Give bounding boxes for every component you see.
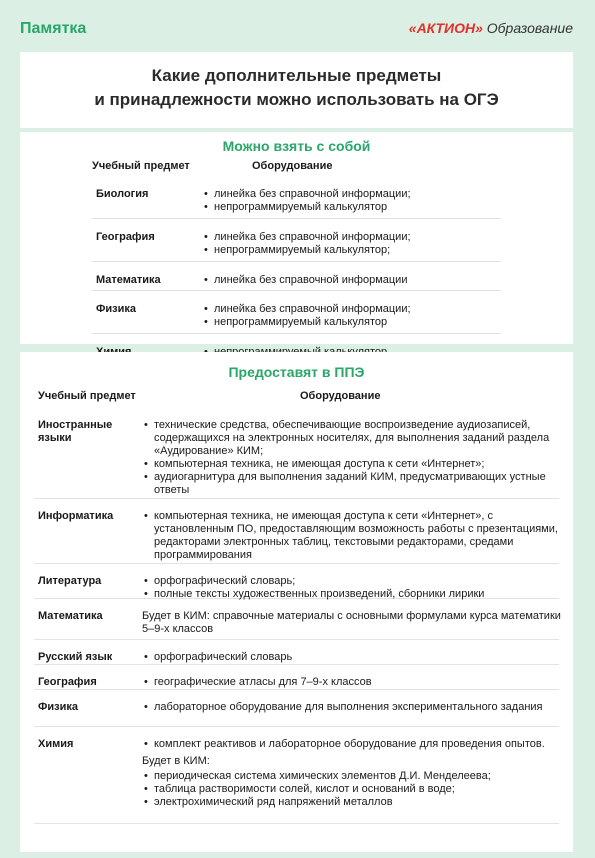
take-section	[20, 132, 573, 344]
ppe-row	[34, 644, 559, 665]
ppe-row-items-extra	[142, 770, 562, 809]
take-row-item: • линейка без справочной информации;	[202, 231, 411, 244]
ppe-row-items	[142, 676, 562, 689]
ppe-row	[34, 412, 559, 499]
ppe-row-subject: Иностранные языки	[38, 419, 113, 444]
ppe-col-subject: Учебный предмет	[38, 390, 136, 402]
take-row-subject: Математика	[96, 274, 161, 286]
ppe-row-item: • периодическая система химических элементов Д.И. Менделеева;	[142, 770, 562, 783]
brand-rest: Образование	[482, 20, 573, 36]
take-row-subject: Биология	[96, 188, 149, 200]
take-row-item: • линейка без справочной информации;	[202, 303, 411, 316]
title-line-2: и принадлежности можно использовать на ОГЭ	[94, 90, 499, 109]
ppe-section-title: Предоставят в ППЭ	[228, 364, 365, 380]
ppe-row-content	[142, 610, 562, 636]
take-row	[92, 225, 501, 262]
ppe-row-item: • технические средства, обеспечивающие воспроизведение аудиозаписей, содержащихся на электронных носителях, для выполнения заданий раздела «Аудирование» КИМ;	[142, 419, 562, 458]
take-section-title: Можно взять с собой	[222, 138, 371, 154]
ppe-row-content	[142, 676, 562, 689]
ppe-row	[34, 603, 559, 640]
ppe-row	[34, 731, 559, 824]
ppe-row-content	[142, 651, 562, 664]
ppe-row	[34, 503, 559, 564]
ppe-row-content	[142, 738, 562, 809]
ppe-row	[34, 669, 559, 690]
take-row-item: • линейка без справочной информации	[202, 274, 407, 287]
brand-logo	[409, 20, 573, 36]
ppe-row-item: • лабораторное оборудование для выполнения экспериментального задания	[142, 701, 562, 714]
ppe-column-headers	[34, 388, 573, 406]
take-row-item: • непрограммируемый калькулятор;	[202, 244, 411, 257]
ppe-row-subject: Математика	[38, 610, 103, 622]
ppe-row-items	[142, 575, 562, 601]
ppe-row-item: • географические атласы для 7–9-х классов	[142, 676, 562, 689]
ppe-row-items	[142, 651, 562, 664]
take-col-subject: Учебный предмет	[92, 160, 190, 172]
ppe-row-items	[142, 510, 562, 562]
take-col-equipment: Оборудование	[252, 160, 333, 172]
ppe-row	[34, 694, 559, 727]
ppe-row-content	[142, 510, 562, 562]
take-row-item: • непрограммируемый калькулятор	[202, 201, 411, 214]
take-row-item: • непрограммируемый калькулятор	[202, 316, 411, 329]
ppe-row-content	[142, 419, 562, 497]
ppe-row-item: • электрохимический ряд напряжений металлов	[142, 796, 562, 809]
take-row-subject: География	[96, 231, 155, 243]
ppe-row-item: • компьютерная техника, не имеющая доступа к сети «Интернет»;	[142, 458, 562, 471]
title-line-1: Какие дополнительные предметы	[151, 66, 442, 85]
ppe-row-subject: Информатика	[38, 510, 114, 522]
ppe-row-items	[142, 738, 562, 751]
take-row-items	[202, 274, 407, 287]
take-row	[92, 182, 501, 219]
ppe-row	[34, 568, 559, 599]
ppe-row-note: Будет в КИМ: справочные материалы с основными формулами курса математики 5–9-х классов	[142, 610, 561, 635]
ppe-section	[20, 352, 573, 852]
ppe-row-items	[142, 419, 562, 497]
ppe-row-note: Будет в КИМ:	[142, 755, 210, 767]
take-row	[92, 268, 501, 291]
ppe-row-subject: География	[38, 676, 97, 688]
ppe-row-item: • орфографический словарь	[142, 651, 562, 664]
ppe-row-subject: Химия	[38, 738, 74, 750]
ppe-table	[20, 412, 573, 824]
title-card	[20, 52, 573, 128]
ppe-row-item: • аудиогарнитура для выполнения заданий КИМ, предусматривающих устные ответы	[142, 471, 562, 497]
memo-label: Памятка	[20, 20, 87, 37]
take-row-items	[202, 303, 411, 329]
brand-main: «АКТИОН»	[408, 20, 483, 36]
ppe-row-content	[142, 701, 562, 714]
ppe-row-content	[142, 575, 562, 601]
take-row-items	[202, 231, 411, 257]
ppe-row-item: • компьютерная техника, не имеющая доступа к сети «Интернет», с установленным ПО, предоставляющим возможность работы с презентациями, редакторами электронных таблиц, текстовыми редакторами, средами программирования	[142, 510, 562, 562]
ppe-col-equipment: Оборудование	[300, 390, 381, 402]
take-row-subject: Физика	[96, 303, 137, 315]
page-title	[20, 52, 573, 112]
ppe-row-items	[142, 701, 562, 714]
ppe-row-item: • таблица растворимости солей, кислот и оснований в воде;	[142, 783, 562, 796]
take-column-headers	[92, 158, 573, 176]
take-row-item: • линейка без справочной информации;	[202, 188, 411, 201]
ppe-row-item: • комплект реактивов и лабораторное оборудование для проведения опытов.	[142, 738, 562, 751]
take-table	[20, 182, 573, 363]
take-row	[92, 297, 501, 334]
header	[0, 0, 595, 48]
ppe-row-item: • орфографический словарь;	[142, 575, 562, 588]
ppe-row-subject: Литература	[38, 575, 102, 587]
ppe-row-item: • полные тексты художественных произведений, сборники лирики	[142, 588, 562, 601]
take-row-items	[202, 188, 411, 214]
ppe-row-subject: Русский язык	[38, 651, 113, 663]
ppe-row-subject: Физика	[38, 701, 79, 713]
